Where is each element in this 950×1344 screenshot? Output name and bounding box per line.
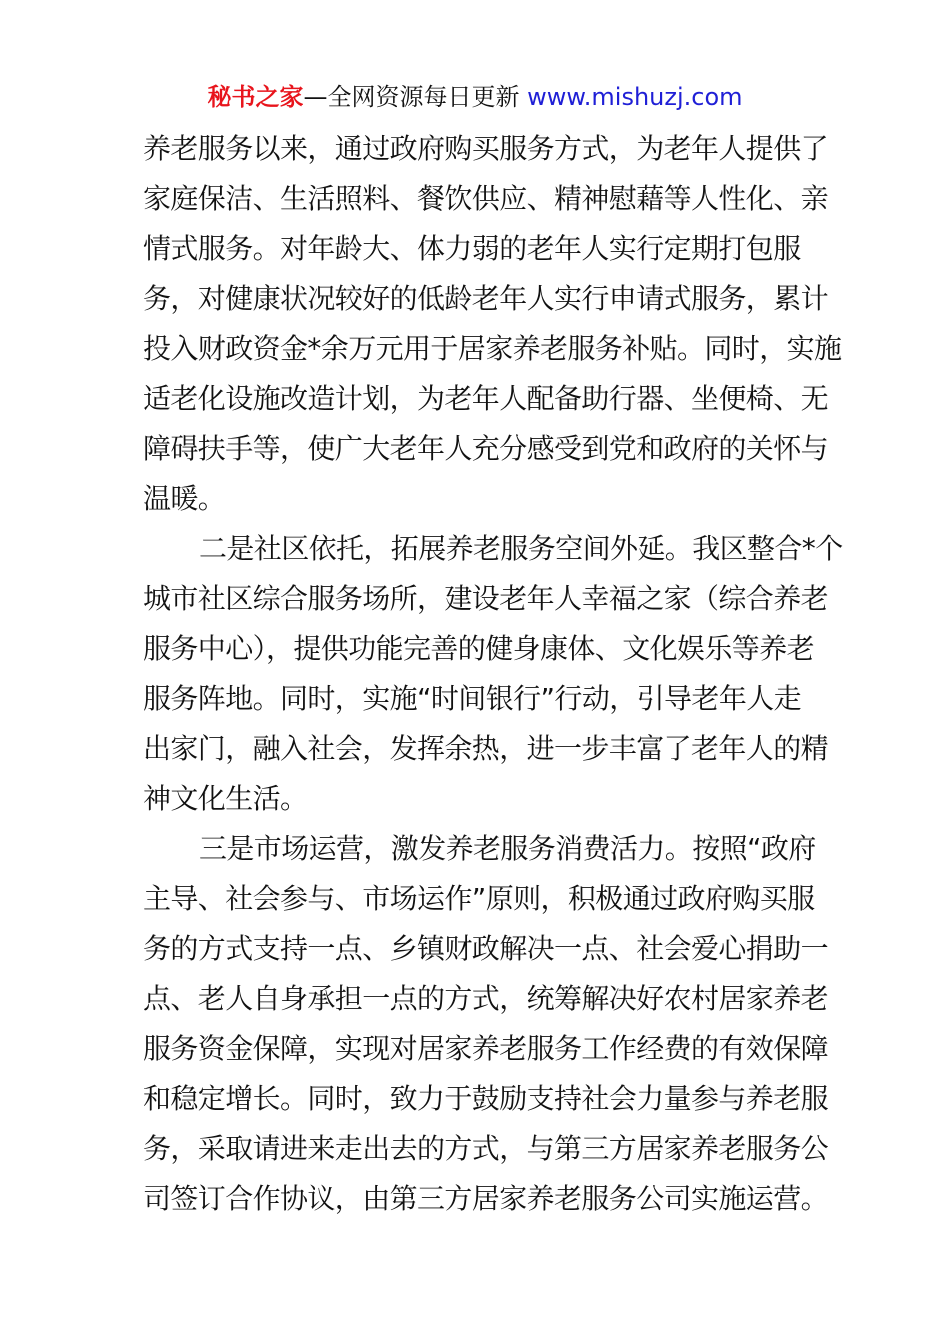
- text-line: 服务阵地。同时，实施“时间银行”行动，引导老年人走: [143, 682, 802, 715]
- text-line: 和稳定增长。同时，致力于鼓励支持社会力量参与养老服: [143, 1082, 829, 1115]
- text-line: 投入财政资金*余万元用于居家养老服务补贴。同时，实施: [143, 332, 842, 365]
- text-line: 务，采取请进来走出去的方式，与第三方居家养老服务公: [143, 1132, 829, 1165]
- document-body: [143, 124, 843, 1224]
- text-line: 二是社区依托，拓展养老服务空间外延。我区整合*个: [199, 532, 843, 565]
- text-line: 神文化生活。: [143, 782, 308, 815]
- text-line: 务的方式支持一点、乡镇财政解决一点、社会爱心捐助一: [143, 932, 829, 965]
- header-tagline: —全网资源每日更新: [303, 83, 520, 111]
- text-line: 务，对健康状况较好的低龄老年人实行申请式服务，累计: [143, 282, 829, 315]
- text-line: 三是市场运营，激发养老服务消费活力。按照“政府: [199, 832, 816, 865]
- text-line: 主导、社会参与、市场运作”原则，积极通过政府购买服: [143, 882, 815, 915]
- page-header: [0, 80, 950, 114]
- text-line: 情式服务。对年龄大、体力弱的老年人实行定期打包服: [143, 232, 801, 265]
- text-line: 障碍扶手等，使广大老年人充分感受到党和政府的关怀与: [143, 432, 829, 465]
- brand-name: 秘书之家: [207, 83, 304, 111]
- paragraph-2: [143, 524, 843, 824]
- text-line: 适老化设施改造计划，为老年人配备助行器、坐便椅、无: [143, 382, 829, 415]
- text-line: 服务资金保障，实现对居家养老服务工作经费的有效保障: [143, 1032, 829, 1065]
- text-line: 出家门，融入社会，发挥余热，进一步丰富了老年人的精: [143, 732, 829, 765]
- paragraph-3: [143, 824, 829, 1224]
- text-line: 服务中心），提供功能完善的健身康体、文化娱乐等养老: [143, 632, 815, 665]
- text-line: 养老服务以来，通过政府购买服务方式，为老年人提供了: [143, 132, 829, 165]
- text-line: 家庭保洁、生活照料、餐饮供应、精神慰藉等人性化、亲: [143, 182, 829, 215]
- text-line: 温暖。: [143, 482, 226, 515]
- text-line: 点、老人自身承担一点的方式，统筹解决好农村居家养老: [143, 982, 829, 1015]
- paragraph-1: [143, 124, 842, 524]
- text-line: 城市社区综合服务场所，建设老年人幸福之家（综合养老: [143, 582, 829, 615]
- site-url[interactable]: www.mishuzj.com: [527, 83, 743, 111]
- text-line: 司签订合作协议，由第三方居家养老服务公司实施运营。: [143, 1182, 829, 1215]
